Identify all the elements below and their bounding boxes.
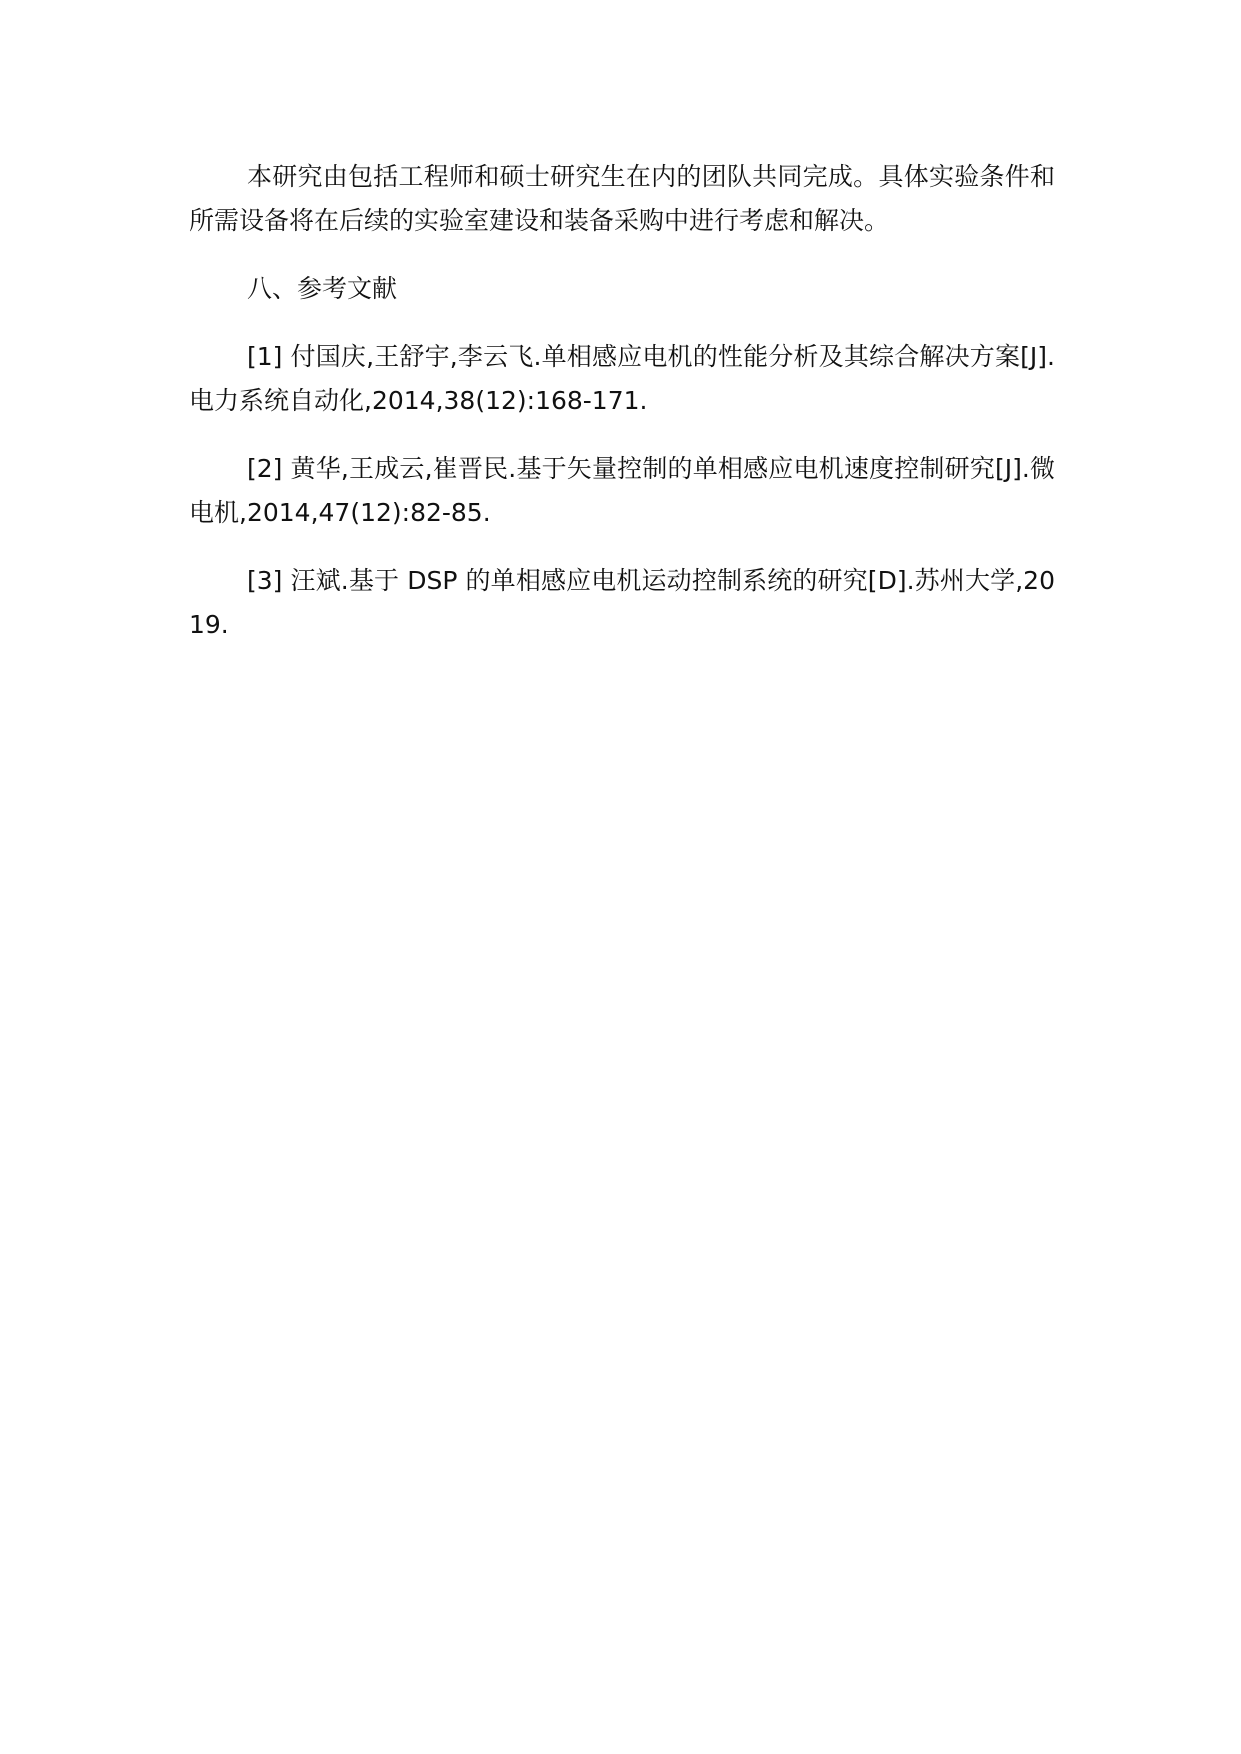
section-heading-references: 八、参考文献 <box>247 274 398 303</box>
body-paragraph: 本研究由包括工程师和硕士研究生在内的团队共同完成。具体实验条件和所需设备将在后续的实验室建设和装备采购中进行考虑和解决。 <box>189 162 1055 235</box>
reference-item-2: [2] 黄华,王成云,崔晋民.基于矢量控制的单相感应电机速度控制研究[J].微电机,2014,47(12):82-85. <box>189 454 1055 527</box>
reference-item-1: [1] 付国庆,王舒宇,李云飞.单相感应电机的性能分析及其综合解决方案[J].电力系统自动化,2014,38(12):168-171. <box>189 342 1055 415</box>
reference-item-3: [3] 汪斌.基于 DSP 的单相感应电机运动控制系统的研究[D].苏州大学,2019. <box>189 566 1055 639</box>
document-body <box>189 155 1055 671</box>
